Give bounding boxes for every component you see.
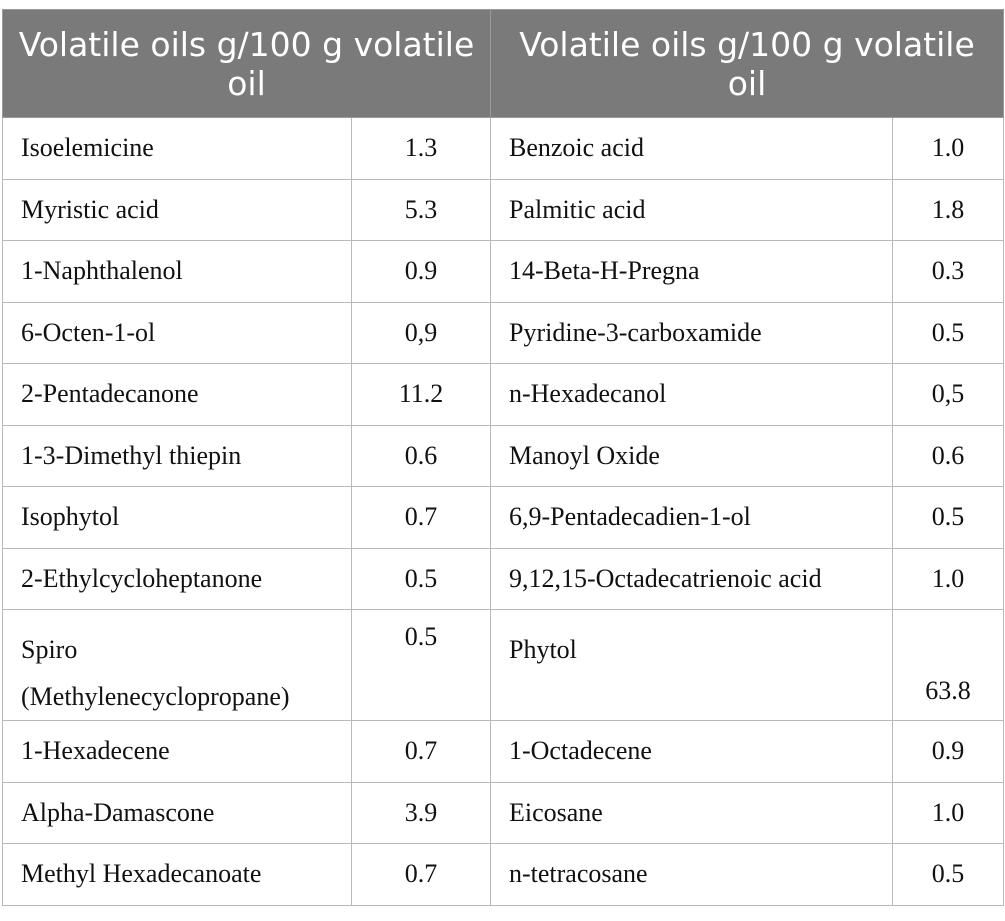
- compound-name: Spiro (Methylenecyclopropane): [3, 610, 352, 721]
- compound-value: 0.5: [352, 548, 491, 610]
- table-row: [3, 302, 1004, 364]
- compound-value: 0.5: [893, 302, 1004, 364]
- table-row: [3, 721, 1004, 783]
- compound-value: 0.7: [352, 844, 491, 906]
- table-row: [3, 782, 1004, 844]
- compound-value: 0.9: [352, 241, 491, 303]
- compound-name: Isoelemicine: [3, 118, 352, 180]
- compound-name: Phytol: [491, 610, 893, 721]
- compound-value: 3.9: [352, 782, 491, 844]
- compound-value: 0.5: [893, 844, 1004, 906]
- compound-name: Isophytol: [3, 487, 352, 549]
- compound-value: 1.8: [893, 179, 1004, 241]
- compound-value: 0.5: [352, 610, 491, 721]
- table-row: [3, 548, 1004, 610]
- compound-name: n-tetracosane: [491, 844, 893, 906]
- compound-name: Alpha-Damascone: [3, 782, 352, 844]
- compound-value: 11.2: [352, 364, 491, 426]
- compound-value: 0.5: [893, 487, 1004, 549]
- compound-value: 0.7: [352, 487, 491, 549]
- compound-name: n-Hexadecanol: [491, 364, 893, 426]
- table-row: [3, 610, 1004, 721]
- table-row: [3, 487, 1004, 549]
- column-header-right: Volatile oils g/100 g volatile oil: [491, 10, 1004, 118]
- compound-value: 0.7: [352, 721, 491, 783]
- compound-value: 0.9: [893, 721, 1004, 783]
- compound-value: 1.0: [893, 782, 1004, 844]
- compound-value: 5.3: [352, 179, 491, 241]
- table-row: [3, 241, 1004, 303]
- volatile-oils-table: [2, 9, 1004, 906]
- compound-name: 1-3-Dimethyl thiepin: [3, 425, 352, 487]
- compound-name: 1-Hexadecene: [3, 721, 352, 783]
- compound-value: 0.6: [352, 425, 491, 487]
- compound-name: Eicosane: [491, 782, 893, 844]
- compound-name: Manoyl Oxide: [491, 425, 893, 487]
- compound-value: 1.0: [893, 118, 1004, 180]
- compound-value: 0.6: [893, 425, 1004, 487]
- header-row: [3, 10, 1004, 118]
- compound-name: Pyridine-3-carboxamide: [491, 302, 893, 364]
- compound-name: 6,9-Pentadecadien-1-ol: [491, 487, 893, 549]
- column-header-left: Volatile oils g/100 g volatile oil: [3, 10, 491, 118]
- table-row: [3, 364, 1004, 426]
- table-row: [3, 844, 1004, 906]
- compound-value: 63.8: [893, 610, 1004, 721]
- compound-name: 1-Naphthalenol: [3, 241, 352, 303]
- compound-name: 6-Octen-1-ol: [3, 302, 352, 364]
- table-row: [3, 118, 1004, 180]
- table-row: [3, 179, 1004, 241]
- compound-value: 1.3: [352, 118, 491, 180]
- compound-name: 14-Beta-H-Pregna: [491, 241, 893, 303]
- compound-name: Palmitic acid: [491, 179, 893, 241]
- compound-name: Myristic acid: [3, 179, 352, 241]
- compound-value: 1.0: [893, 548, 1004, 610]
- compound-name: 1-Octadecene: [491, 721, 893, 783]
- compound-value: 0,5: [893, 364, 1004, 426]
- table-row: [3, 425, 1004, 487]
- compound-name: Methyl Hexadecanoate: [3, 844, 352, 906]
- compound-value: 0.3: [893, 241, 1004, 303]
- compound-name: 2-Ethylcycloheptanone: [3, 548, 352, 610]
- compound-value: 0,9: [352, 302, 491, 364]
- compound-name: Benzoic acid: [491, 118, 893, 180]
- compound-name: 9,12,15-Octadecatrienoic acid: [491, 548, 893, 610]
- compound-name: 2-Pentadecanone: [3, 364, 352, 426]
